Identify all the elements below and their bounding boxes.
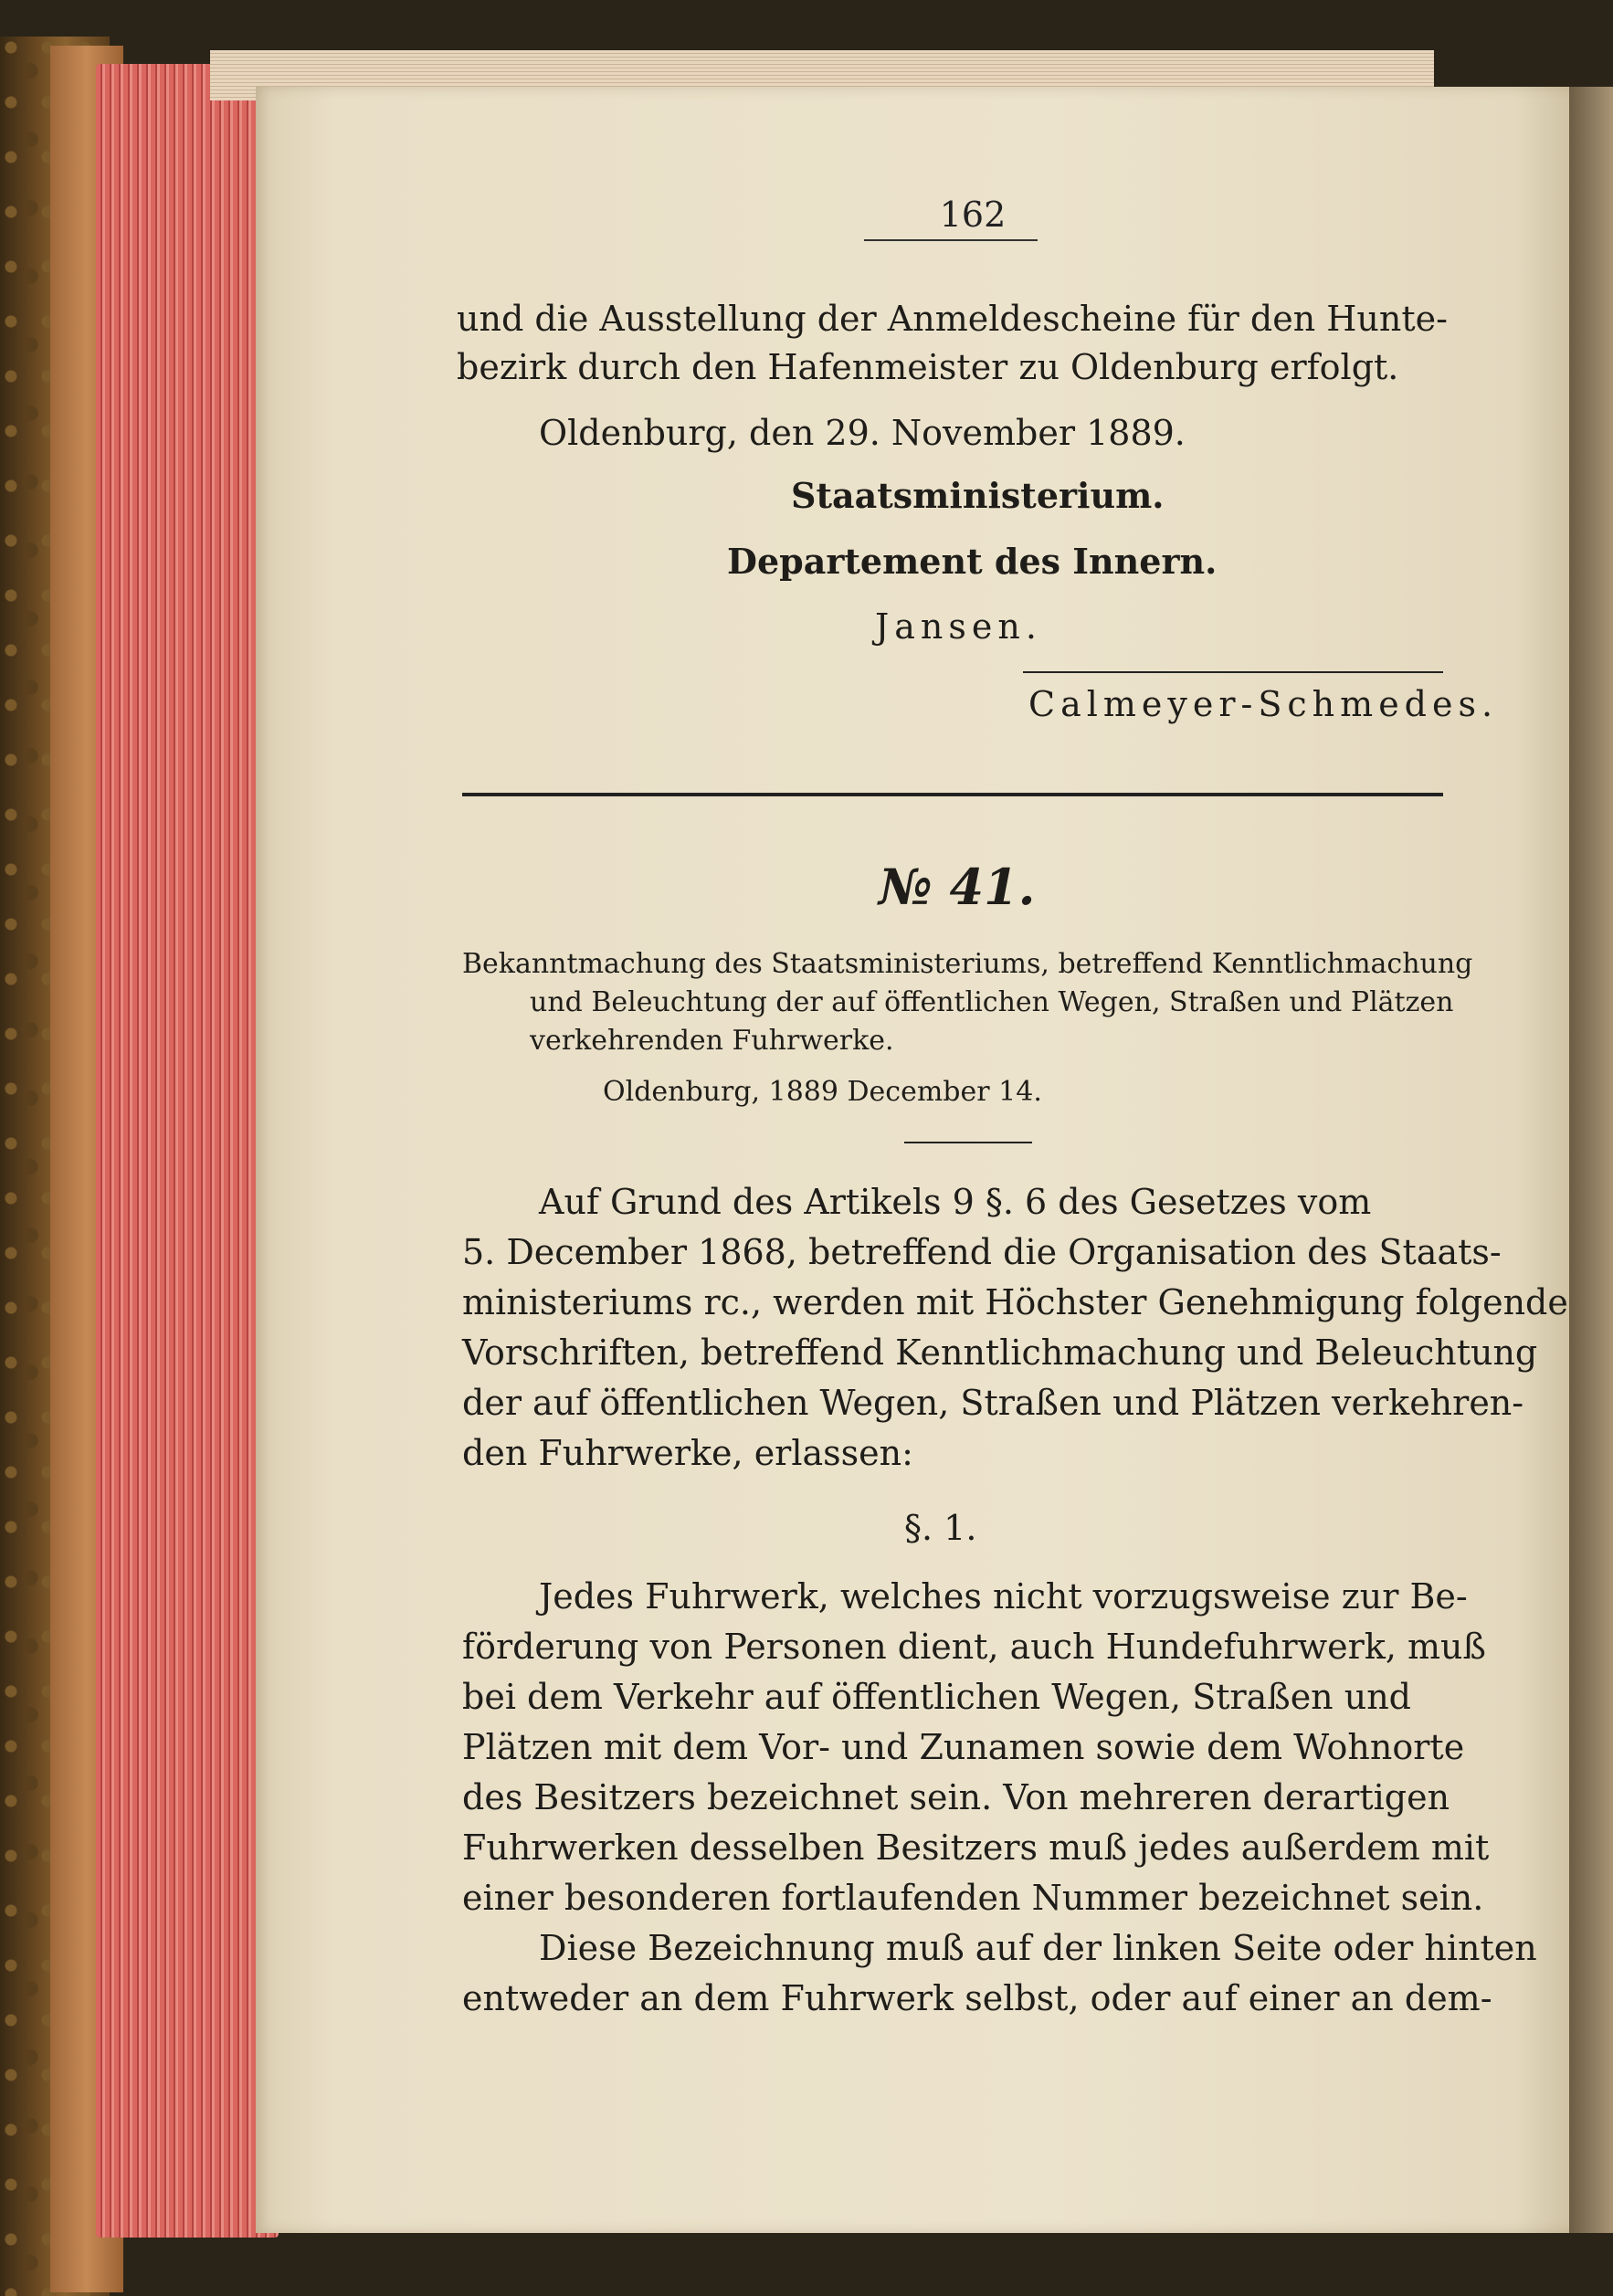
page-number-rule: [864, 239, 1038, 241]
notice-number: № 41.: [879, 858, 1036, 916]
intro-line-1: Auf Grund des Artikels 9 §. 6 des Gesetzes vom: [539, 1182, 1372, 1222]
para2-line-1: Diese Bezeichnung muß auf der linken Seite oder hinten: [539, 1928, 1537, 1968]
intro-line-5: der auf öffentlichen Wegen, Straßen und Plätzen verkehren-: [462, 1383, 1524, 1423]
continuation-line-1: und die Ausstellung der Anmeldescheine für den Hunte-: [457, 299, 1448, 339]
intro-line-4: Vorschriften, betreffend Kenntlichmachung und Beleuchtung: [462, 1332, 1538, 1373]
intro-line-2: 5. December 1868, betreffend die Organisation des Staats-: [462, 1232, 1502, 1272]
para1-line-1: Jedes Fuhrwerk, welches nicht vorzugsweise zur Be-: [539, 1576, 1468, 1617]
para1-line-2: förderung von Personen dient, auch Hundefuhrwerk, muß: [462, 1627, 1486, 1667]
page-number: 162: [939, 195, 1007, 235]
facing-page-edge: [1569, 87, 1613, 2233]
notice-title-line-2: und Beleuchtung der auf öffentlichen Wegen, Straßen und Plätzen: [530, 986, 1454, 1018]
signature-ministry: Staatsministerium.: [791, 475, 1165, 516]
page-edges-red: [96, 64, 279, 2238]
signature-signer: Jansen.: [875, 606, 1042, 647]
notice-title-line-1: Bekanntmachung des Staatsministeriums, betreffend Kenntlichmachung: [462, 948, 1473, 980]
notice-short-rule: [904, 1142, 1032, 1143]
para2-line-2: entweder an dem Fuhrwerk selbst, oder auf einer an dem-: [462, 1978, 1492, 2018]
date-line-1: Oldenburg, den 29. November 1889.: [539, 413, 1186, 453]
para1-line-7: einer besonderen fortlaufenden Nummer bezeichnet sein.: [462, 1878, 1484, 1918]
intro-line-3: ministeriums rc., werden mit Höchster Genehmigung folgende: [462, 1282, 1568, 1322]
section-divider: [462, 793, 1443, 796]
intro-line-6: den Fuhrwerke, erlassen:: [462, 1433, 913, 1473]
notice-title-line-3: verkehrenden Fuhrwerke.: [530, 1025, 894, 1057]
countersign-rule: [1023, 671, 1443, 673]
para1-line-4: Plätzen mit dem Vor- und Zunamen sowie dem Wohnorte: [462, 1727, 1465, 1767]
signature-countersigner: Calmeyer-Schmedes.: [1028, 684, 1499, 724]
para1-line-5: des Besitzers bezeichnet sein. Von mehreren derartigen: [462, 1777, 1450, 1817]
notice-date: Oldenburg, 1889 December 14.: [603, 1076, 1042, 1108]
continuation-line-2: bezirk durch den Hafenmeister zu Oldenburg erfolgt.: [457, 347, 1399, 387]
signature-department: Departement des Innern.: [727, 541, 1218, 582]
para1-line-3: bei dem Verkehr auf öffentlichen Wegen, Straßen und: [462, 1677, 1412, 1717]
section-heading: §. 1.: [904, 1508, 977, 1548]
para1-line-6: Fuhrwerken desselben Besitzers muß jedes außerdem mit: [462, 1827, 1490, 1868]
